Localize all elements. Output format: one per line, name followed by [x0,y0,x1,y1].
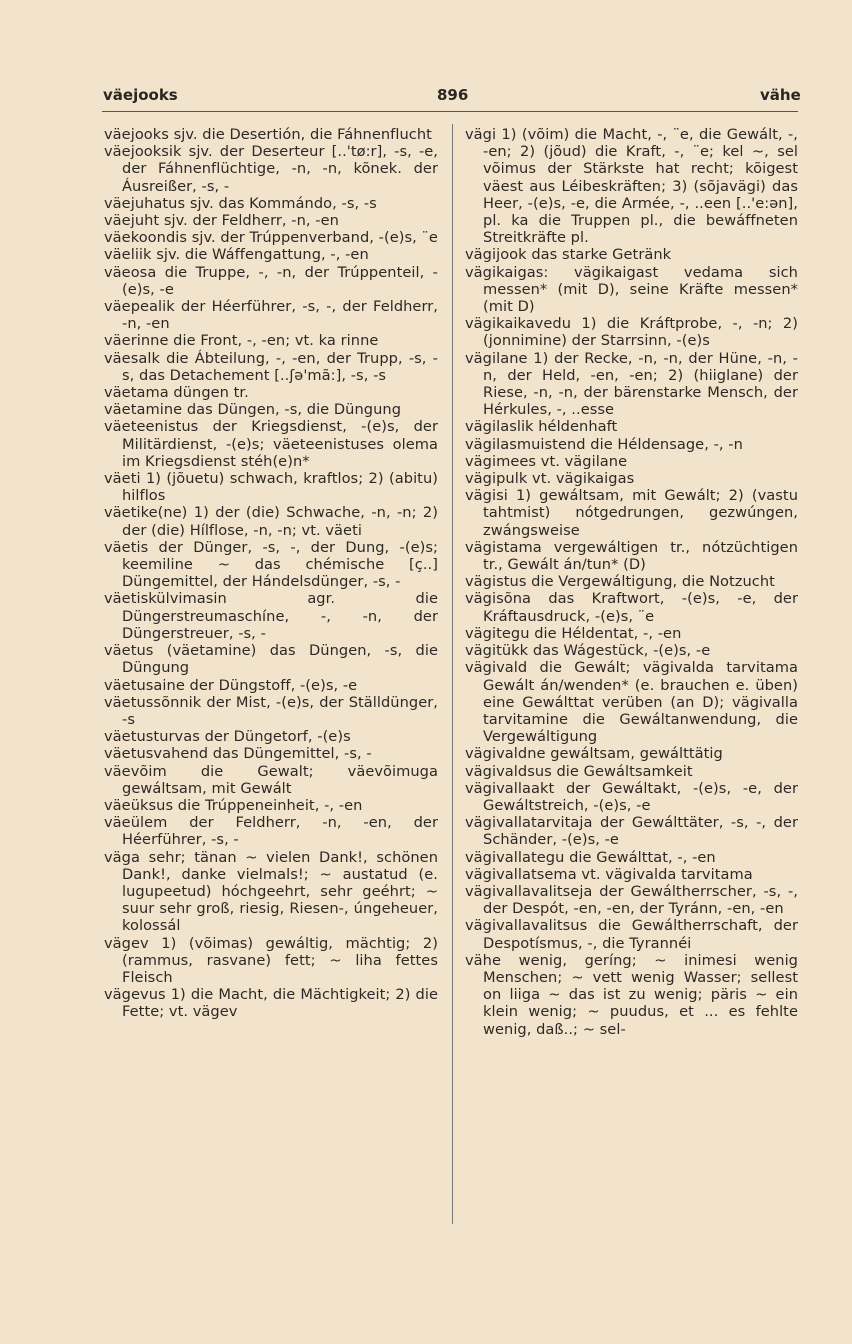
entry: vägivallategu die Gewálttat, -, -en [465,848,716,866]
entry: väetiskülvimasin agr. die Düngerstreumaschíne, -, -n, der Düngerstreuer, -s, - [104,590,438,642]
right-column [465,126,798,1038]
entry: väesalk die Ábteilung, -, -en, der Trupp, -s, -s, das Detachement [..ʃə'mã:], -s, -s [104,349,438,384]
entry: vägilasmuistend die Héldensage, -, -n [465,435,743,453]
entry: väetusvahend das Düngemittel, -s, - [104,745,372,763]
entry: väeteenistus der Kriegsdienst, -(e)s, der Militärdienst, -(e)s; väeteenistuses olema im Kriegsdienst stéh(e)n* [104,418,438,470]
entry: väetusaine der Düngstoff, -(e)s, -e [104,676,358,694]
column-divider [452,124,453,1224]
entry: vägikaigas: vägikaigast vedama sich messen* (mit D), seine Kräfte messen* (mit D) [465,263,798,316]
entry: väevõim die Gewalt; väevõimuga gewáltsam, mit Gewált [104,762,438,797]
entry: vägisõna das Kraftwort, -(e)s, -e, der Kráftausdruck, -(e)s, ¨e [465,590,798,625]
header-first-word: väejooks [103,86,178,104]
entry: vähe wenig, geríng; ~ inimesi wenig Menschen; ~ vett wenig Wasser; sellest on liiga ~ das ist zu wenig; päris ~ ein klein wenig; ~ puudus, et ... es fehlte wenig, daß..; ~ sel- [465,951,798,1038]
entry: vägivaldne gewáltsam, gewálttätig [465,745,723,763]
entry: vägevus 1) die Macht, die Mächtigkeit; 2) die Fette; vt. vägev [104,986,438,1021]
entry: vägistus die Vergewáltigung, die Notzucht [465,573,775,591]
entry: väekoondis sjv. der Trúppenverband, -(e)s, ¨e [104,229,438,247]
entry: vägivallavalitseja der Gewáltherrscher, -s, -, der Despót, -en, -en, der Tyránn, -en, -en [465,882,798,918]
entry: vägivallavalitsus die Gewáltherrschaft, der Despotísmus, -, die Tyrannéi [465,917,798,952]
entry: väejooks sjv. die Desertión, die Fáhnenflucht [104,126,432,143]
entry: väeliik sjv. die Wáffengattung, -, -en [104,246,369,264]
entry: väejooksik sjv. der Deserteur [..'tø:r], -s, -e, der Fáhnenflüchtige, -n, -n, kõnek. der Áusreißer, -s, - [104,143,438,195]
entry: väeüksus die Trúppeneinheit, -, -en [104,796,363,814]
left-column [104,126,438,1021]
entry: vägivald die Gewált; vägivalda tarvitama Gewált án/wenden* (e. brauchen e. üben) eine Gewálttat verüben (an D); vägivalla tarvitamine die Gewáltanwendung, die Vergewáltigung [465,659,798,746]
entry: vägipulk vt. vägikaigas [465,470,635,488]
entry: väga sehr; tänan ~ vielen Dank!, schönen Dank!, danke vielmals!; ~ austatud (e. lugupeetud) hóchgeehrt, sehr geéhrt; ~ suur sehr groß, riesig, Riesen-, úngeheuer, kolossál [104,848,438,935]
header-rule [102,111,798,112]
entry: väeosa die Truppe, -, -n, der Trúppenteil, -(e)s, -e [104,263,438,298]
entry: vägivallaakt der Gewáltakt, -(e)s, -e, der Gewáltstreich, -(e)s, -e [465,779,798,814]
entry: vägimees vt. vägilane [465,452,628,470]
entry: vägivallatarvitaja der Gewálttäter, -s, -, der Schänder, -(e)s, -e [465,814,798,849]
entry: vägijook das starke Getränk [465,246,672,264]
entry: väetama düngen tr. [104,384,249,402]
entry: vägitükk das Wágestück, -(e)s, -e [465,642,711,660]
header-last-word: vähe [760,86,801,104]
entry: vägisi 1) gewáltsam, mit Gewált; 2) (vastu tahtmist) nótgedrungen, gezwúngen, zwángsweise [465,487,798,539]
entry: väeti 1) (jõuetu) schwach, kraftlos; 2) (abitu) hilflos [104,470,438,505]
entry: väejuht sjv. der Feldherr, -n, -en [104,212,339,230]
entry: vägikaikavedu 1) die Kráftprobe, -, -n; 2) (jonnimine) der Starrsinn, -(e)s [465,315,798,350]
entry: vägivallatsema vt. vägivalda tarvitama [465,865,753,883]
entry: vägi 1) (võim) die Macht, -, ¨e, die Gewált, -, -en; 2) (jõud) die Kraft, -, ¨e; kel ~, sel võimus der Stärkste hat recht; kõigest väest aus Léibeskräften; 3) (sõjavägi) das Heer, -(e)s, -e, die Armée, -, ..een [..'e:ən], pl. ka die Truppen pl., die bewáffneten Streitkräfte pl. [465,126,798,247]
entry: väetussõnnik der Mist, -(e)s, der Ställdünger, -s [104,693,438,728]
entry: väepealik der Héerführer, -s, -, der Feldherr, -n, -en [104,298,438,333]
entry: vägitegu die Héldentat, -, -en [465,624,682,642]
entry: väetike(ne) 1) der (die) Schwache, -n, -n; 2) der (die) Hílflose, -n, -n; vt. väeti [104,504,438,539]
entry: väetus (väetamine) das Düngen, -s, die Düngung [104,642,438,677]
page-number: 896 [437,86,469,104]
entry: väejuhatus sjv. das Kommándo, -s, -s [104,194,377,212]
entry: vägev 1) (võimas) gewáltig, mächtig; 2) (rammus, rasvane) fett; ~ liha fettes Fleisch [104,934,438,986]
entry: vägilane 1) der Recke, -n, -n, der Hüne, -n, -n, der Held, -en, -en; 2) (hiiglane) der Riese, -n, -n, der bärenstarke Mensch, der Hérkules, -, ..esse [465,349,798,419]
entry: väerinne die Front, -, -en; vt. ka rinne [104,332,379,350]
entry: väetusturvas der Düngetorf, -(e)s [104,728,351,746]
entry: vägilaslik héldenhaft [465,418,618,436]
entry: väeülem der Feldherr, -n, -en, der Héerführer, -s, - [104,814,438,849]
entry: vägivaldsus die Gewáltsamkeit [465,762,693,780]
entry: vägistama vergewáltigen tr., nótzüchtigen tr., Gewált án/tun* (D) [465,538,798,574]
entry: väetamine das Düngen, -s, die Düngung [104,401,402,419]
entry: väetis der Dünger, -s, -, der Dung, -(e)s; keemiline ~ das chémische [ç..] Düngemittel, der Hándelsdünger, -s, - [104,538,438,591]
